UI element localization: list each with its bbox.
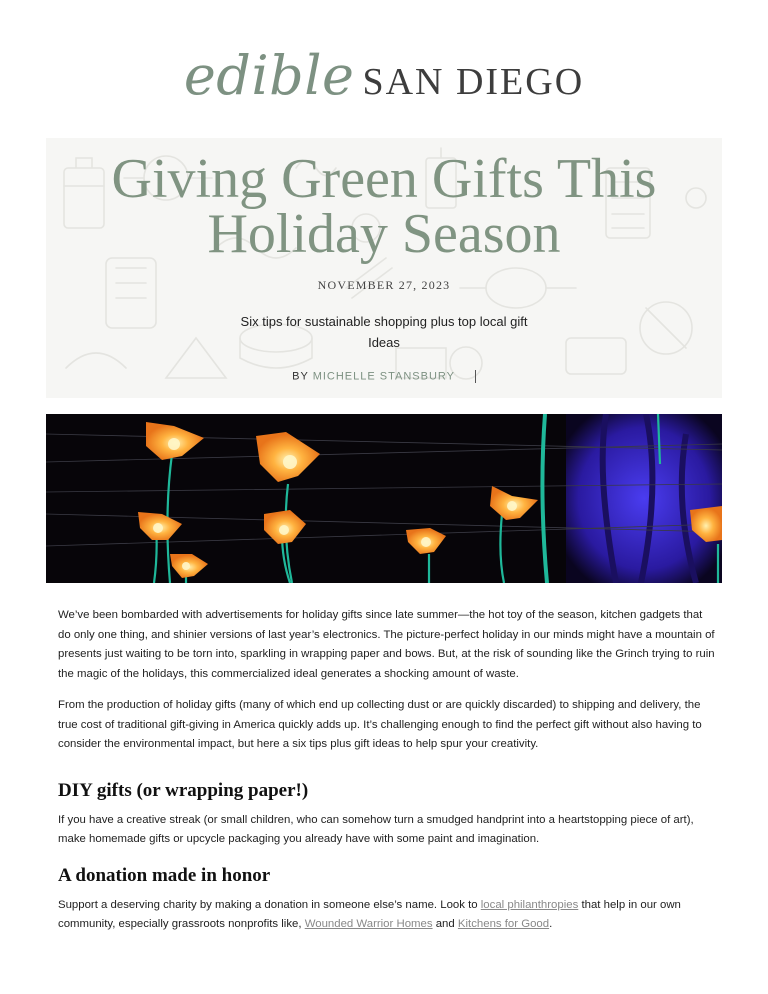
- article-title: Giving Green Gifts This Holiday Season: [111, 148, 657, 265]
- publish-date: NOVEMBER 27, 2023: [317, 278, 451, 292]
- logo-wordmark-city: SAN DIEGO: [362, 61, 585, 103]
- site-logo[interactable]: [0, 44, 768, 107]
- byline: [0, 370, 768, 383]
- donation-text-part-2: that help in our own community, especially grassroots nonprofits like,: [58, 898, 681, 930]
- byline-divider: [475, 370, 476, 383]
- section-text-donation: [58, 896, 718, 935]
- section-heading-donation: A donation made in honor: [58, 864, 271, 886]
- section-heading-diy: DIY gifts (or wrapping paper!): [58, 779, 309, 801]
- local-philanthropies-link[interactable]: local philanthropies: [480, 898, 579, 911]
- author-link[interactable]: MICHELLE STANSBURY: [312, 370, 455, 383]
- byline-prefix: BY: [292, 370, 309, 383]
- article-body: [58, 606, 718, 947]
- article-subtitle: Six tips for sustainable shopping plus top local gift Ideas: [240, 314, 528, 350]
- kitchens-for-good-link[interactable]: Kitchens for Good: [457, 918, 550, 930]
- donation-text-part-1: Support a deserving charity by making a donation in someone else’s name. Look to: [58, 898, 481, 911]
- donation-text-part-4: .: [549, 918, 553, 930]
- donation-text-part-3: and: [432, 918, 458, 930]
- wounded-warrior-homes-link[interactable]: Wounded Warrior Homes: [304, 918, 433, 930]
- intro-paragraph-2: From the production of holiday gifts (many of which end up collecting dust or are quickly discarded) to shipping and delivery, the true cost of traditional gift-giving in America quickly adds up. It’s challenging enough to find the perfect gift without also having to consider the environmental impact, but here a six tips plus gift ideas to help spur your creativity.: [58, 699, 702, 750]
- glowing-flower-lanterns-photo-icon: [46, 414, 722, 583]
- intro-paragraph-1: We’ve been bombarded with advertisements for holiday gifts since late summer—the hot toy of the season, kitchen gadgets that do only one thing, and shinier versions of last year’s electronics. The picture-perfect holiday in our minds might have a mountain of presents just waiting to be torn into, sparkling in wrapping paper and bows. But, at the risk of sounding like the Grinch trying to ruin the magic of the holidays, this commercialized ideal generates a shocking amount of waste.: [58, 609, 715, 680]
- logo-wordmark-edible: edible: [183, 44, 355, 107]
- hero-photo: [46, 414, 722, 583]
- section-text-diy: If you have a creative streak (or small children, who can somehow turn a smudged handprint into a heartstopping piece of art), make homemade gifts or upcycle packaging you already have with some paint and imagination.: [58, 813, 694, 845]
